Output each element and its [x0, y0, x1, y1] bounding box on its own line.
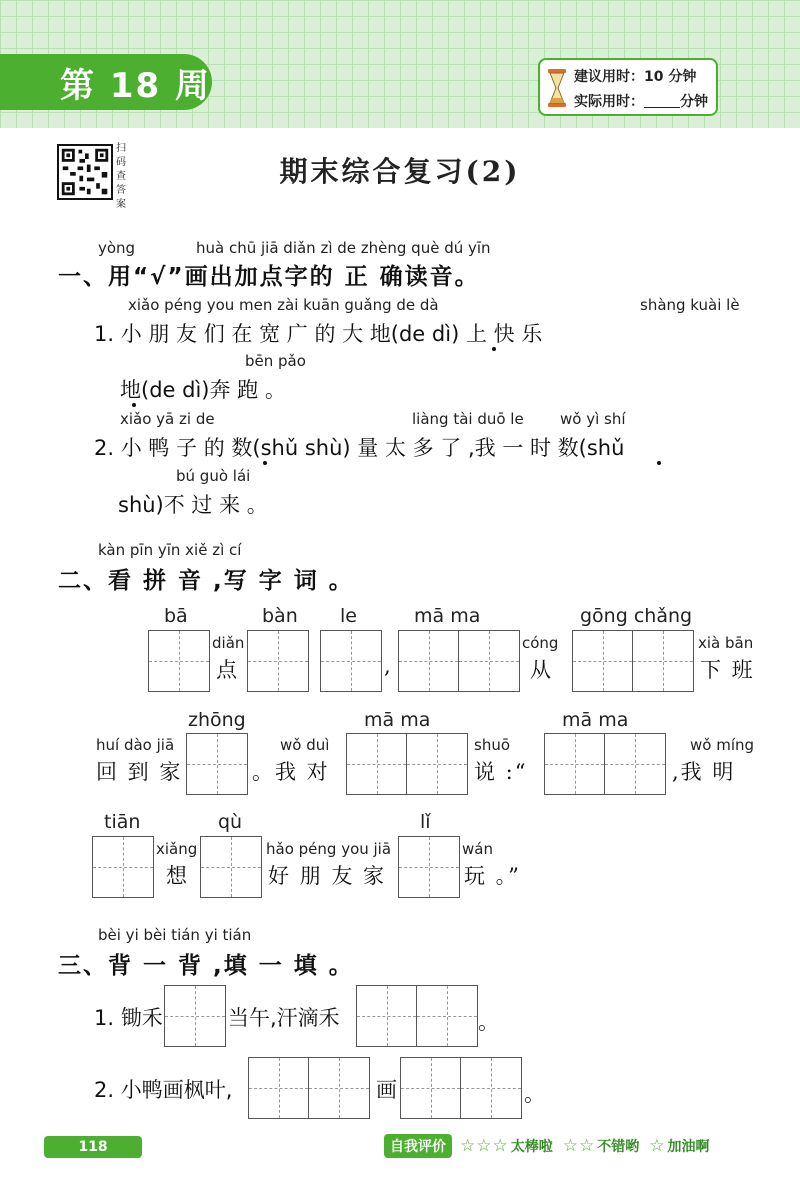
s2-r1-hz-comma: ,: [384, 654, 393, 678]
s3-q2-end: 。: [524, 1082, 545, 1106]
s2-heading: 二、看 拼 音 ,写 字 词 。: [58, 568, 354, 594]
s2-r3-hz-xiang: 想: [166, 864, 189, 888]
s2-r1-hz-dian: 点: [216, 658, 239, 682]
answer-grid-le[interactable]: [320, 630, 382, 692]
star-icon[interactable]: ☆: [562, 1136, 578, 1156]
s2-r3-p-haopengyoujia: hǎo péng you jiā: [266, 840, 392, 858]
s2-r2-p-mama2: mā ma: [562, 709, 629, 731]
s2-r1-hz-xiaban: 下 班: [700, 658, 755, 682]
s3-q2-a: 2. 小鸭画枫叶,: [94, 1078, 233, 1102]
s2-r2-p-zhong: zhōng: [188, 709, 246, 731]
s2-r2-p-huidaojia: huí dào jiā: [96, 736, 175, 754]
s1-q2-line1: 2. 小 鸭 子 的 数(shǔ shù) 量 太 多 了 ,我 一 时 数(shǔ: [94, 436, 625, 460]
answer-grid-s3q2-1[interactable]: [248, 1057, 370, 1119]
emphasis-dot: [132, 403, 136, 407]
s2-r2-p-shuo: shuō: [474, 736, 511, 754]
s2-r2-p-woming: wǒ míng: [690, 736, 755, 754]
s1-q2-pinyin3: wǒ yì shí: [560, 410, 626, 428]
answer-grid-s3q1-1[interactable]: [164, 985, 226, 1047]
s1-q1-pinyin1: xiǎo péng you men zài kuān guǎng de dà: [128, 296, 439, 314]
answer-grid-ban[interactable]: [247, 630, 309, 692]
page-number: 118: [44, 1136, 142, 1158]
suggested-time: 建议用时：10 分钟: [574, 69, 697, 85]
s2-r2-hz-shuo: 说 :“: [474, 760, 528, 784]
s3-q1-b: 当午,汗滴禾: [228, 1006, 340, 1030]
s1-q1-line1: 1. 小 朋 友 们 在 宽 广 的 大 地(de dì) 上 快 乐: [94, 322, 543, 346]
s1-pinyin-rest: huà chū jiā diǎn zì de zhèng què dú yīn: [196, 239, 491, 257]
s2-r1-p-xiaban: xià bān: [698, 634, 754, 652]
s2-r2-p-woduì: wǒ duì: [280, 736, 330, 754]
s2-r1-p-ban: bàn: [262, 605, 298, 627]
actual-time-blank[interactable]: [644, 94, 680, 108]
s2-r1-p-le: le: [340, 605, 357, 627]
star-icon[interactable]: ☆: [460, 1136, 476, 1156]
check-mark-icon: √: [150, 264, 168, 290]
week-label: 第 18 周: [0, 54, 212, 110]
star-icon[interactable]: ☆: [649, 1136, 665, 1156]
s3-q1-a: 1. 锄禾: [94, 1006, 163, 1030]
answer-grid-mama2[interactable]: [544, 733, 666, 795]
s2-r2-hz-woduì: 。我 对: [252, 760, 330, 784]
s3-q1-end: 。: [478, 1010, 499, 1034]
hourglass-icon: [546, 68, 568, 108]
eval-level1[interactable]: 加油啊: [667, 1139, 710, 1155]
s1-q2-pinyin1: xiǎo yā zi de: [120, 410, 215, 428]
star-icon[interactable]: ☆: [476, 1136, 492, 1156]
answer-grid-s3q2-2[interactable]: [400, 1057, 522, 1119]
star-icon[interactable]: ☆: [579, 1136, 595, 1156]
s2-r3-p-tian: tiān: [104, 811, 141, 833]
s1-q1-pinyin2: shàng kuài lè: [640, 296, 740, 314]
answer-grid-zhong[interactable]: [186, 733, 248, 795]
s3-pinyin: bèi yi bèi tián yi tián: [98, 926, 252, 944]
answer-grid-s3q1-2[interactable]: [356, 985, 478, 1047]
answer-grid-mama1[interactable]: [346, 733, 468, 795]
s2-r3-p-wan: wán: [462, 840, 493, 858]
s2-r1-p-cong: cóng: [522, 634, 559, 652]
s3-heading: 三、背 一 背 ,填 一 填 。: [58, 953, 354, 979]
emphasis-dot: [263, 461, 267, 465]
answer-grid-li[interactable]: [398, 836, 460, 898]
answer-grid-ba[interactable]: [148, 630, 210, 692]
s2-r2-p-mama1: mā ma: [364, 709, 431, 731]
s2-r3-hz-haopengyoujia: 好 朋 友 家: [268, 864, 387, 888]
time-box: [538, 58, 718, 116]
eval-level2[interactable]: 不错哟: [597, 1139, 640, 1155]
s2-r3-p-xiang: xiǎng: [156, 840, 198, 858]
s1-q1-line2: 地(de dì)奔 跑 。: [120, 378, 286, 402]
s2-r1-p-gongchang: gōng chǎng: [580, 605, 693, 627]
emphasis-dot: [492, 347, 496, 351]
s1-pinyin-yong: yòng: [98, 239, 136, 257]
s1-q2-line2: shù)不 过 来 。: [118, 493, 268, 517]
s2-r3-hz-wan: 玩 。”: [464, 864, 521, 888]
s1-q2-pinyin4: bú guò lái: [176, 467, 251, 485]
s2-r3-p-li: lǐ: [420, 811, 431, 833]
s2-r1-hz-cong: 从: [530, 658, 553, 682]
s2-r1-p-mama: mā ma: [414, 605, 481, 627]
self-eval-label: 自我评价: [384, 1134, 452, 1158]
star-icon[interactable]: ☆: [492, 1136, 508, 1156]
s2-r3-p-qu: qù: [218, 811, 243, 833]
actual-time: 实际用时： 分钟: [574, 94, 708, 110]
answer-grid-qu[interactable]: [200, 836, 262, 898]
answer-grid-tian[interactable]: [92, 836, 154, 898]
s1-heading: 一、用“√”画出加点字的 正 确读音。: [58, 264, 480, 290]
qr-label: 扫码查答案: [116, 143, 126, 210]
page-title: 期末综合复习(2): [279, 155, 521, 188]
s2-r1-p-ba: bā: [164, 605, 188, 627]
s2-pinyin: kàn pīn yīn xiě zì cí: [98, 541, 242, 559]
self-eval-options: [460, 1136, 720, 1156]
answer-grid-gongchang[interactable]: [572, 630, 694, 692]
s1-q2-pinyin2: liàng tài duō le: [412, 410, 524, 428]
emphasis-dot: [657, 461, 661, 465]
s2-r1-p-dian: diǎn: [212, 634, 245, 652]
s3-q2-b: 画: [376, 1078, 397, 1102]
eval-level3[interactable]: 太棒啦: [510, 1139, 553, 1155]
s1-q1-pinyin3: bēn pǎo: [245, 352, 306, 370]
s2-r2-hz-woming: ,我 明: [672, 760, 736, 784]
answer-grid-mama[interactable]: [398, 630, 520, 692]
s2-r2-hz-huidaojia: 回 到 家: [96, 760, 183, 784]
